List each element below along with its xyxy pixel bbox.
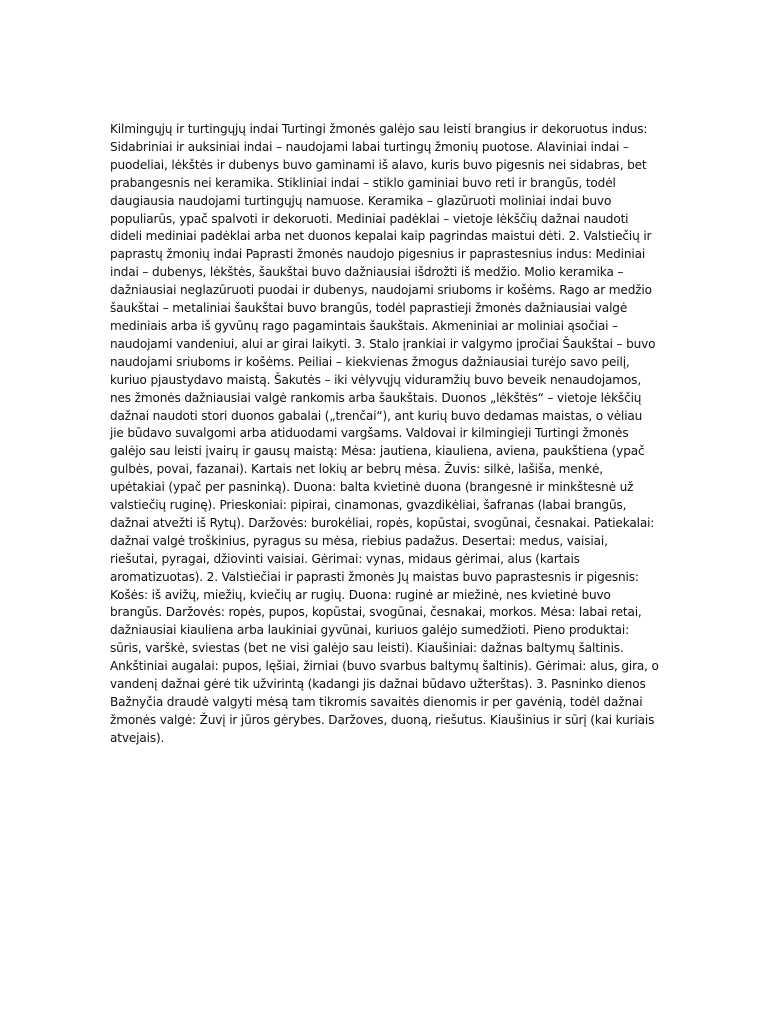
document-body-text: Kilmingųjų ir turtingųjų indai Turtingi žmonės galėjo sau leisti brangius ir dekoruotus indus: Sidabriniai ir auksiniai indai – naudojami labai turtingų žmonių puotose. Alaviniai indai – puodeliai, lėkštės ir dubenys buvo gaminami iš alavo, kuris buvo pigesnis nei sidabras, bet prabangesnis nei keramika. Stikliniai indai – stiklo gaminiai buvo reti ir brangūs, todėl daugiausia naudojami turtingųjų namuose. Keramika – glazūruoti moliniai indai buvo populiarūs, ypač spalvoti ir dekoruoti. Mediniai padėklai – vietoje lėkščių dažnai naudoti dideli mediniai padėklai arba net duonos kepalai kaip pagrindas maistui dėti. 2. Valstiečių ir paprastų žmonių indai Paprasti žmonės naudojo pigesnius ir paprastesnius indus: Mediniai indai – dubenys, lėkštės, šaukštai buvo dažniausiai išdrožti iš medžio. Molio keramika – dažniausiai neglazūruoti puodai ir dubenys, naudojami sriuboms ir košėms. Rago ar medžio šaukštai – metaliniai šaukštai buvo brangūs, todėl paprastieji žmonės dažniausiai valgė mediniais arba iš gyvūnų rago pagamintais šaukštais. Akmeniniai ar moliniai ąsočiai – naudojami vandeniui, alui ar girai laikyti. 3. Stalo įrankiai ir valgymo įpročiai Šaukštai – buvo naudojami sriuboms ir košėms. Peiliai – kiekvienas žmogus dažniausiai turėjo savo peilį, kuriuo pjaustydavo maistą. Šakutės – iki vėlyvųjų viduramžių buvo beveik nenaudojamos, nes žmonės dažniausiai valgė rankomis arba šaukštais. Duonos „lėkštės“ – vietoje lėkščių dažnai naudoti stori duonos gabalai („trenčai“), ant kurių buvo dedamas maistas, o vėliau jie būdavo suvalgomi arba atiduodami vargšams. Valdovai ir kilmingieji Turtingi žmonės galėjo sau leisti įvairų ir gausų maistą: Mėsa: jautiena, kiauliena, aviena, paukštiena (ypač gulbės, povai, fazanai). Kartais net lokių ar bebrų mėsa. Žuvis: silkė, lašiša, menkė, upėtakiai (ypač per pasninką). Duona: balta kvietinė duona (brangesnė ir minkštesnė už valstiečių ruginę). Prieskoniai: pipirai, cinamonas, gvazdikėliai, šafranas (labai brangūs, dažnai atvežti iš Rytų). Daržovės: burokėliai, ropės, kopūstai, svogūnai, česnakai. Patiekalai: dažnai valgė troškinius, pyragus su mėsa, riebius padažus. Desertai: medus, vaisiai, riešutai, pyragai, džiovinti vaisiai. Gėrimai: vynas, midaus gėrimai, alus (kartais aromatizuotas). 2. Valstiečiai ir paprasti žmonės Jų maistas buvo paprastesnis ir pigesnis: Košės: iš avižų, miežių, kviečių ar rugių. Duona: ruginė ar miežinė, nes kvietinė buvo brangūs. Daržovės: ropės, pupos, kopūstai, svogūnai, česnakai, morkos. Mėsa: labai retai, dažniausiai kiauliena arba laukiniai gyvūnai, kuriuos galėjo sumedžioti. Pieno produktai: sūris, varškė, sviestas (bet ne visi galėjo sau leisti). Kiaušiniai: dažnas baltymų šaltinis. Ankštiniai augalai: pupos, lęšiai, žirniai (buvo svarbus baltymų šaltinis). Gėrimai: alus, gira, o vandenį dažnai gėrė tik užvirintą (kadangi jis dažnai būdavo užterštas). 3. Pasninko dienos Bažnyčia draudė valgyti mėsą tam tikromis savaitės dienomis ir per gavėnią, todėl dažnai žmonės valgė: Žuvį ir jūros gėrybes. Daržoves, duoną, riešutus. Kiaušinius ir sūrį (kai kuriais atvejais). [110,122,659,745]
